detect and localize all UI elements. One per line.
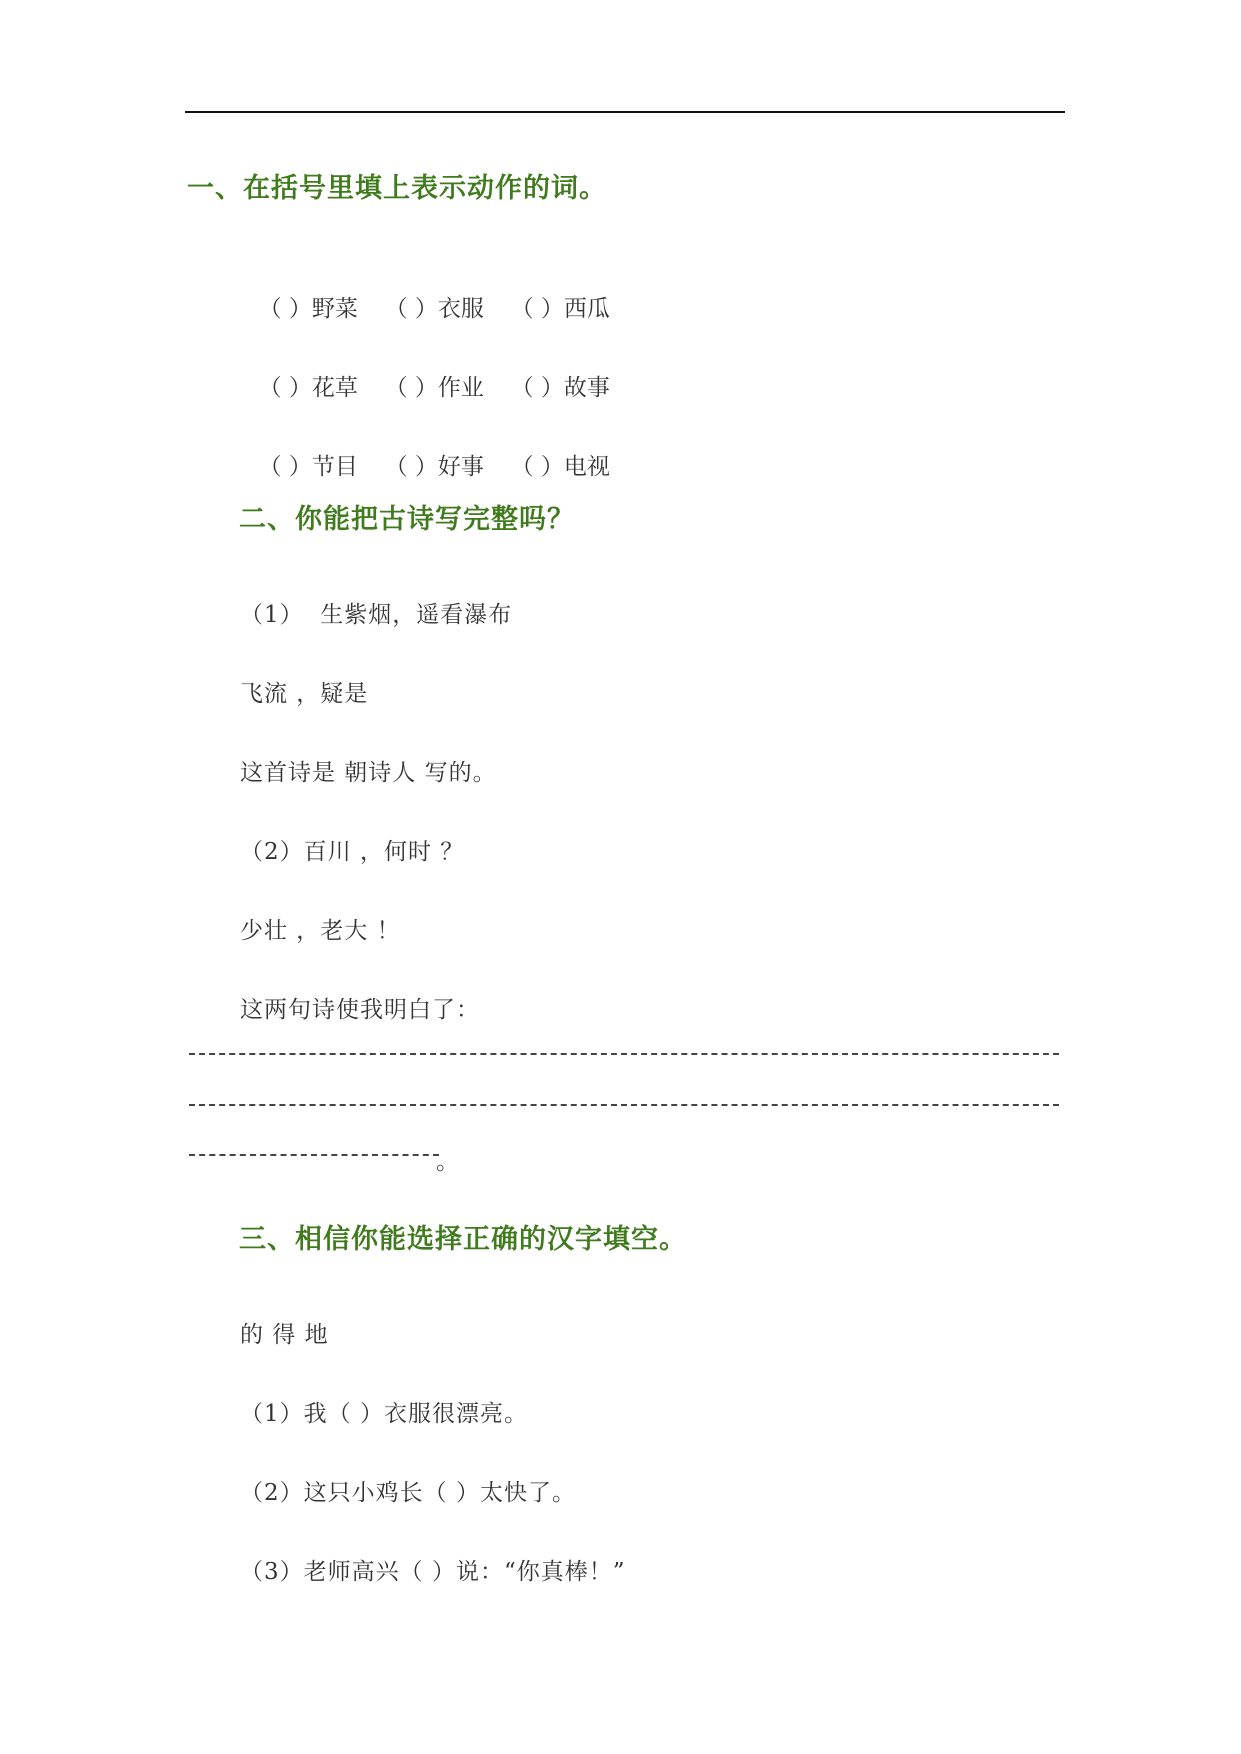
choice-chars: 的 得 地 <box>240 1322 329 1348</box>
section-2-heading: 二、你能把古诗写完整吗？ <box>239 504 575 535</box>
word-row-1 <box>244 264 610 323</box>
answer-line-1 <box>189 1053 1059 1055</box>
fill-line-3: （3）老师高兴（ ）说：“你真棒！” <box>240 1559 626 1585</box>
word-item: （ ）作业 <box>384 375 484 401</box>
poem-line-4: （2）百川 ，何时 ？ <box>240 839 465 865</box>
word-row-2 <box>244 343 610 402</box>
fill-line-1: （1）我（ ）衣服很漂亮。 <box>240 1401 528 1427</box>
poem-line-5: 少壮 ，老大 ！ <box>240 918 401 944</box>
answer-line-2 <box>189 1104 1059 1106</box>
poem-line-3: 这首诗是 朝诗人 写的。 <box>240 760 497 786</box>
answer-line-3 <box>189 1154 439 1156</box>
word-item: （ ）野菜 <box>258 296 358 322</box>
word-item: （ ）电视 <box>510 454 610 480</box>
answer-end-mark: 。 <box>436 1149 459 1175</box>
word-item: （ ）衣服 <box>384 296 484 322</box>
word-item: （ ）故事 <box>510 375 610 401</box>
header-rule <box>185 111 1065 113</box>
section-3-heading: 三、相信你能选择正确的汉字填空。 <box>239 1224 687 1255</box>
word-row-3 <box>244 422 610 481</box>
word-item: （ ）西瓜 <box>510 296 610 322</box>
word-item: （ ）好事 <box>384 454 484 480</box>
word-item: （ ）花草 <box>258 375 358 401</box>
section-1-heading: 一、在括号里填上表示动作的词。 <box>187 173 607 204</box>
poem-line-1: （1） 生紫烟，遥看瀑布 <box>240 602 513 628</box>
fill-line-2: （2）这只小鸡长（ ）太快了。 <box>240 1480 576 1506</box>
poem-line-6: 这两句诗使我明白了： <box>240 997 480 1023</box>
word-item: （ ）节目 <box>258 454 358 480</box>
poem-line-2: 飞流 ，疑是 <box>240 681 369 707</box>
